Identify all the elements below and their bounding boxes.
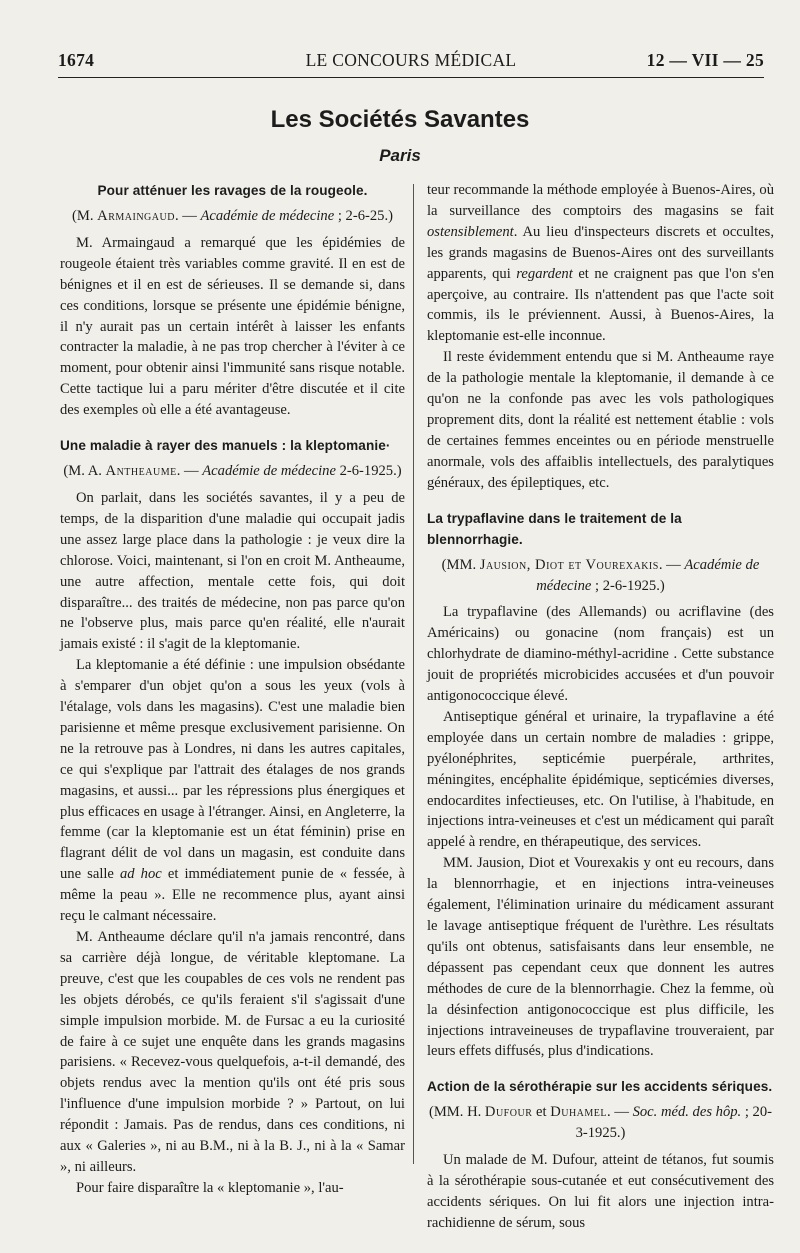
paragraph: Pour faire disparaître la « kleptomanie », l'au- — [76, 1179, 344, 1196]
header-rule — [58, 77, 764, 78]
article-reference — [427, 555, 774, 597]
ref-source: Académie de médecine — [536, 556, 760, 594]
ref-date: ; 2-6-25.) — [334, 208, 393, 224]
article-reference — [60, 206, 405, 227]
spacer — [427, 1062, 774, 1076]
paragraph: La trypaflavine (des Allemands) ou acriflavine (des Américains) ou gonacine (nom français) est un chlorhydrate de diamino-méthyl-acridine . Cette substance jouit de propriétés microbicides accusées et d'un pouvoir antigonococcique élevé. — [427, 604, 774, 705]
right-column — [427, 180, 774, 1234]
text-run: teur recommande la méthode employée à Buenos-Aires, où la surveillance des comptoirs des magasins se fait — [427, 182, 774, 219]
running-header — [58, 50, 764, 72]
ref-sep: et — [532, 1104, 551, 1121]
ref-source: Académie de médecine — [202, 463, 336, 480]
ref-author: Armaingaud — [97, 208, 175, 224]
ref-sep: . — — [607, 1104, 633, 1121]
emphasis: ad hoc — [120, 866, 162, 883]
paragraph — [60, 655, 405, 927]
article-heading: La trypaflavine dans le traitement de la blennorrhagie. — [427, 510, 682, 547]
ref-sep: . — — [174, 208, 201, 224]
ref-prefix: (M. — [72, 208, 98, 224]
paragraph: Il reste évidemment entendu que si M. Antheaume raye de la pathologie mentale la kleptomanie, il demande à ce qu'on ne la confonde pas avec les vols pathologiques proprement dits, dont la réalité est nettement établie : vols de certaines femmes enceintes ou en période menstruelle anormale, vols des affaiblis intellectuels, des paralytiques généraux, des épileptiques, etc. — [427, 349, 774, 491]
emphasis: regardent — [516, 265, 573, 282]
page-number: 1674 — [58, 50, 95, 70]
text-run: et ne craignent pas que l'on s'en aperçoive, au contraire. Ils n'attendent pas que l'acte soit commis, ils le préviennent. Aussi, à Buenos-Aires, la kleptomanie est-elle inconnue. — [427, 265, 775, 345]
ref-source: Académie de médecine — [200, 208, 335, 224]
article-reference — [427, 1102, 774, 1144]
text-run: . Au lieu d'inspecteurs discrets et occultes, les grands magasins de Buenos-Aires ont des surveillants apparents, qui — [427, 223, 774, 282]
issue-date: 12 — VII — 25 — [646, 50, 764, 70]
journal-title: LE CONCOURS MÉDICAL — [305, 50, 517, 70]
ref-date: ; 20-3-1925.) — [575, 1104, 773, 1142]
ref-prefix: (M. A. — [63, 463, 106, 480]
ref-author: Dufour — [484, 1104, 533, 1121]
paragraph: M. Armaingaud a remarqué que les épidémies de rougeole étaient très variables comme gravité. Il en est de bénignes et il en est de sérieuses. Il se demande si, dans ces conditions, lorsque se présente une épidémie bénigne, il n'y aurait pas un certain intérêt à laisser les enfants contracter la maladie, à ne pas trop chercher à l'éviter à ce moment, pour obtenir ainsi l'immunité sans risque notable. Cette tactique lui a paru mériter d'être discutée et il cite des exemples où elle a été avantageuse. — [60, 234, 405, 419]
article-reference — [60, 461, 405, 482]
article-heading: Une maladie à rayer des manuels : la kleptomanie· — [60, 438, 391, 454]
paragraph — [427, 180, 774, 347]
spacer — [427, 494, 774, 508]
paragraph: On parlait, dans les sociétés savantes, il y a peu de temps, de la disparition d'une maladie qui occupait jadis une assez large place dans la pathologie : je veux dire la chlorose. Voici, maintenant, si l'on en croit M. Antheaume, une autre affection, mentale cette fois, qui doit disparaître... des traités de médecine, non pas parce qu'on ne l'observe plus, mais parce qu'en réalité, elle n'aurait jamais existé : il s'agit de la kleptomanie. — [60, 489, 405, 653]
ref-author: Duhamel — [550, 1104, 608, 1121]
left-column — [60, 180, 405, 1199]
ref-sep: . — — [176, 463, 203, 480]
paragraph: Antiseptique général et urinaire, la trypaflavine a été employée dans un certain nombre de maladies : grippe, pyélonéphrites, septicémie puerpérale, arthrites, méningites, encéphalite épidémique, septicémies diverses, endocardites infectieuses, etc. On l'utilise, à l'habitude, en injections intra-veineuses et c'est un médicament qui paraît appelé à rendre, en thérapeutique, des services. — [427, 708, 774, 851]
paragraph: Un malade de M. Dufour, atteint de tétanos, fut soumis à la sérothérapie sous-cutanée et eut consécutivement des accidents sériques. On lui fit alors une injection intra-rachidienne de sérum, sous — [427, 1152, 774, 1231]
paragraph: MM. Jausion, Diot et Vourexakis y ont eu recours, dans la blennorrhagie, et en injections intra-veineuses également, l'élimination urinaire du médicament assurant le lavage antiseptique fréquent de l'urèthre. Les résultats qu'ils ont obtenus, satisfaisants dans leur ensemble, ne dépassent pas cependant ceux que donnent les autres méthodes de cure de la blennorrhagie. Chez la femme, où la désinfection antigonococcique est plus difficile, les injections intraveineuses de trypaflavine trouveraient, par leurs effets diffusés, plus d'indications. — [427, 855, 774, 1060]
ref-date: 2-6-1925.) — [335, 463, 402, 480]
emphasis: ostensiblement — [427, 223, 514, 240]
text-run: La kleptomanie a été définie : une impulsion obsédante à s'emparer d'un objet qu'on a sous les yeux (vols à l'étalage, vols dans les magasins). C'est une maladie bien parisienne et même presque exclusivement parisienne. On ne la retrouve pas à Londres, ni dans les autres capitales, ce qui s'explique par l'attrait des étalages de nos grands magasins, et aussi... par les répressions plus énergiques et plus efficaces en usage à l'étranger. Ainsi, en Angleterre, la femme (car la kleptomanie est un état féminin) prise en flagrant délit de vol dans un magasin, est conduite dans une salle — [60, 657, 405, 883]
ref-date: ; 2-6-1925.) — [591, 577, 665, 594]
spacer — [60, 421, 405, 435]
ref-prefix: (MM. H. — [428, 1104, 485, 1121]
section-city: Paris — [379, 146, 421, 165]
section-title: Les Sociétés Savantes — [270, 106, 530, 133]
ref-author: Antheaume — [105, 463, 177, 480]
article-heading: Pour atténuer les ravages de la rougeole. — [97, 183, 368, 198]
column-divider — [413, 184, 414, 1164]
paragraph: M. Antheaume déclare qu'il n'a jamais rencontré, dans sa carrière déjà longue, de véritable kleptomane. La preuve, c'est que les coupables de ces vols ne rendent pas les objets dérobés, ce qu'ils feraient s'il s'agissait d'une simple impulsion morbide. M. de Fursac a eu la curiosité de faire à ce sujet une enquête dans les grands magasins parisiens. « Recevez-vous quelquefois, a-t-il demandé, des objets rendus avec la mention qu'ils ont été pris sous l'influence d'une impulsion morbide ? » Partout, on lui répondit : Jamais. Pas de rendus, dans ces conditions, ni aux « Galeries », ni au B.M., ni à la B. J., ni à la « Samar », ni ailleurs. — [60, 929, 405, 1175]
text-run: et immédiatement punie de « fessée, à même la peau ». Elle ne recommence plus, ayant ainsi reçu le calmant nécessaire. — [60, 866, 405, 925]
ref-source: Soc. méd. des hôp. — [632, 1104, 742, 1121]
article-heading: Action de la sérothérapie sur les accidents sériques. — [427, 1079, 773, 1095]
ref-prefix: (MM. — [441, 556, 480, 573]
ref-sep: . — — [658, 556, 685, 573]
ref-author: Jausion, Diot et Vourexakis — [479, 556, 659, 573]
